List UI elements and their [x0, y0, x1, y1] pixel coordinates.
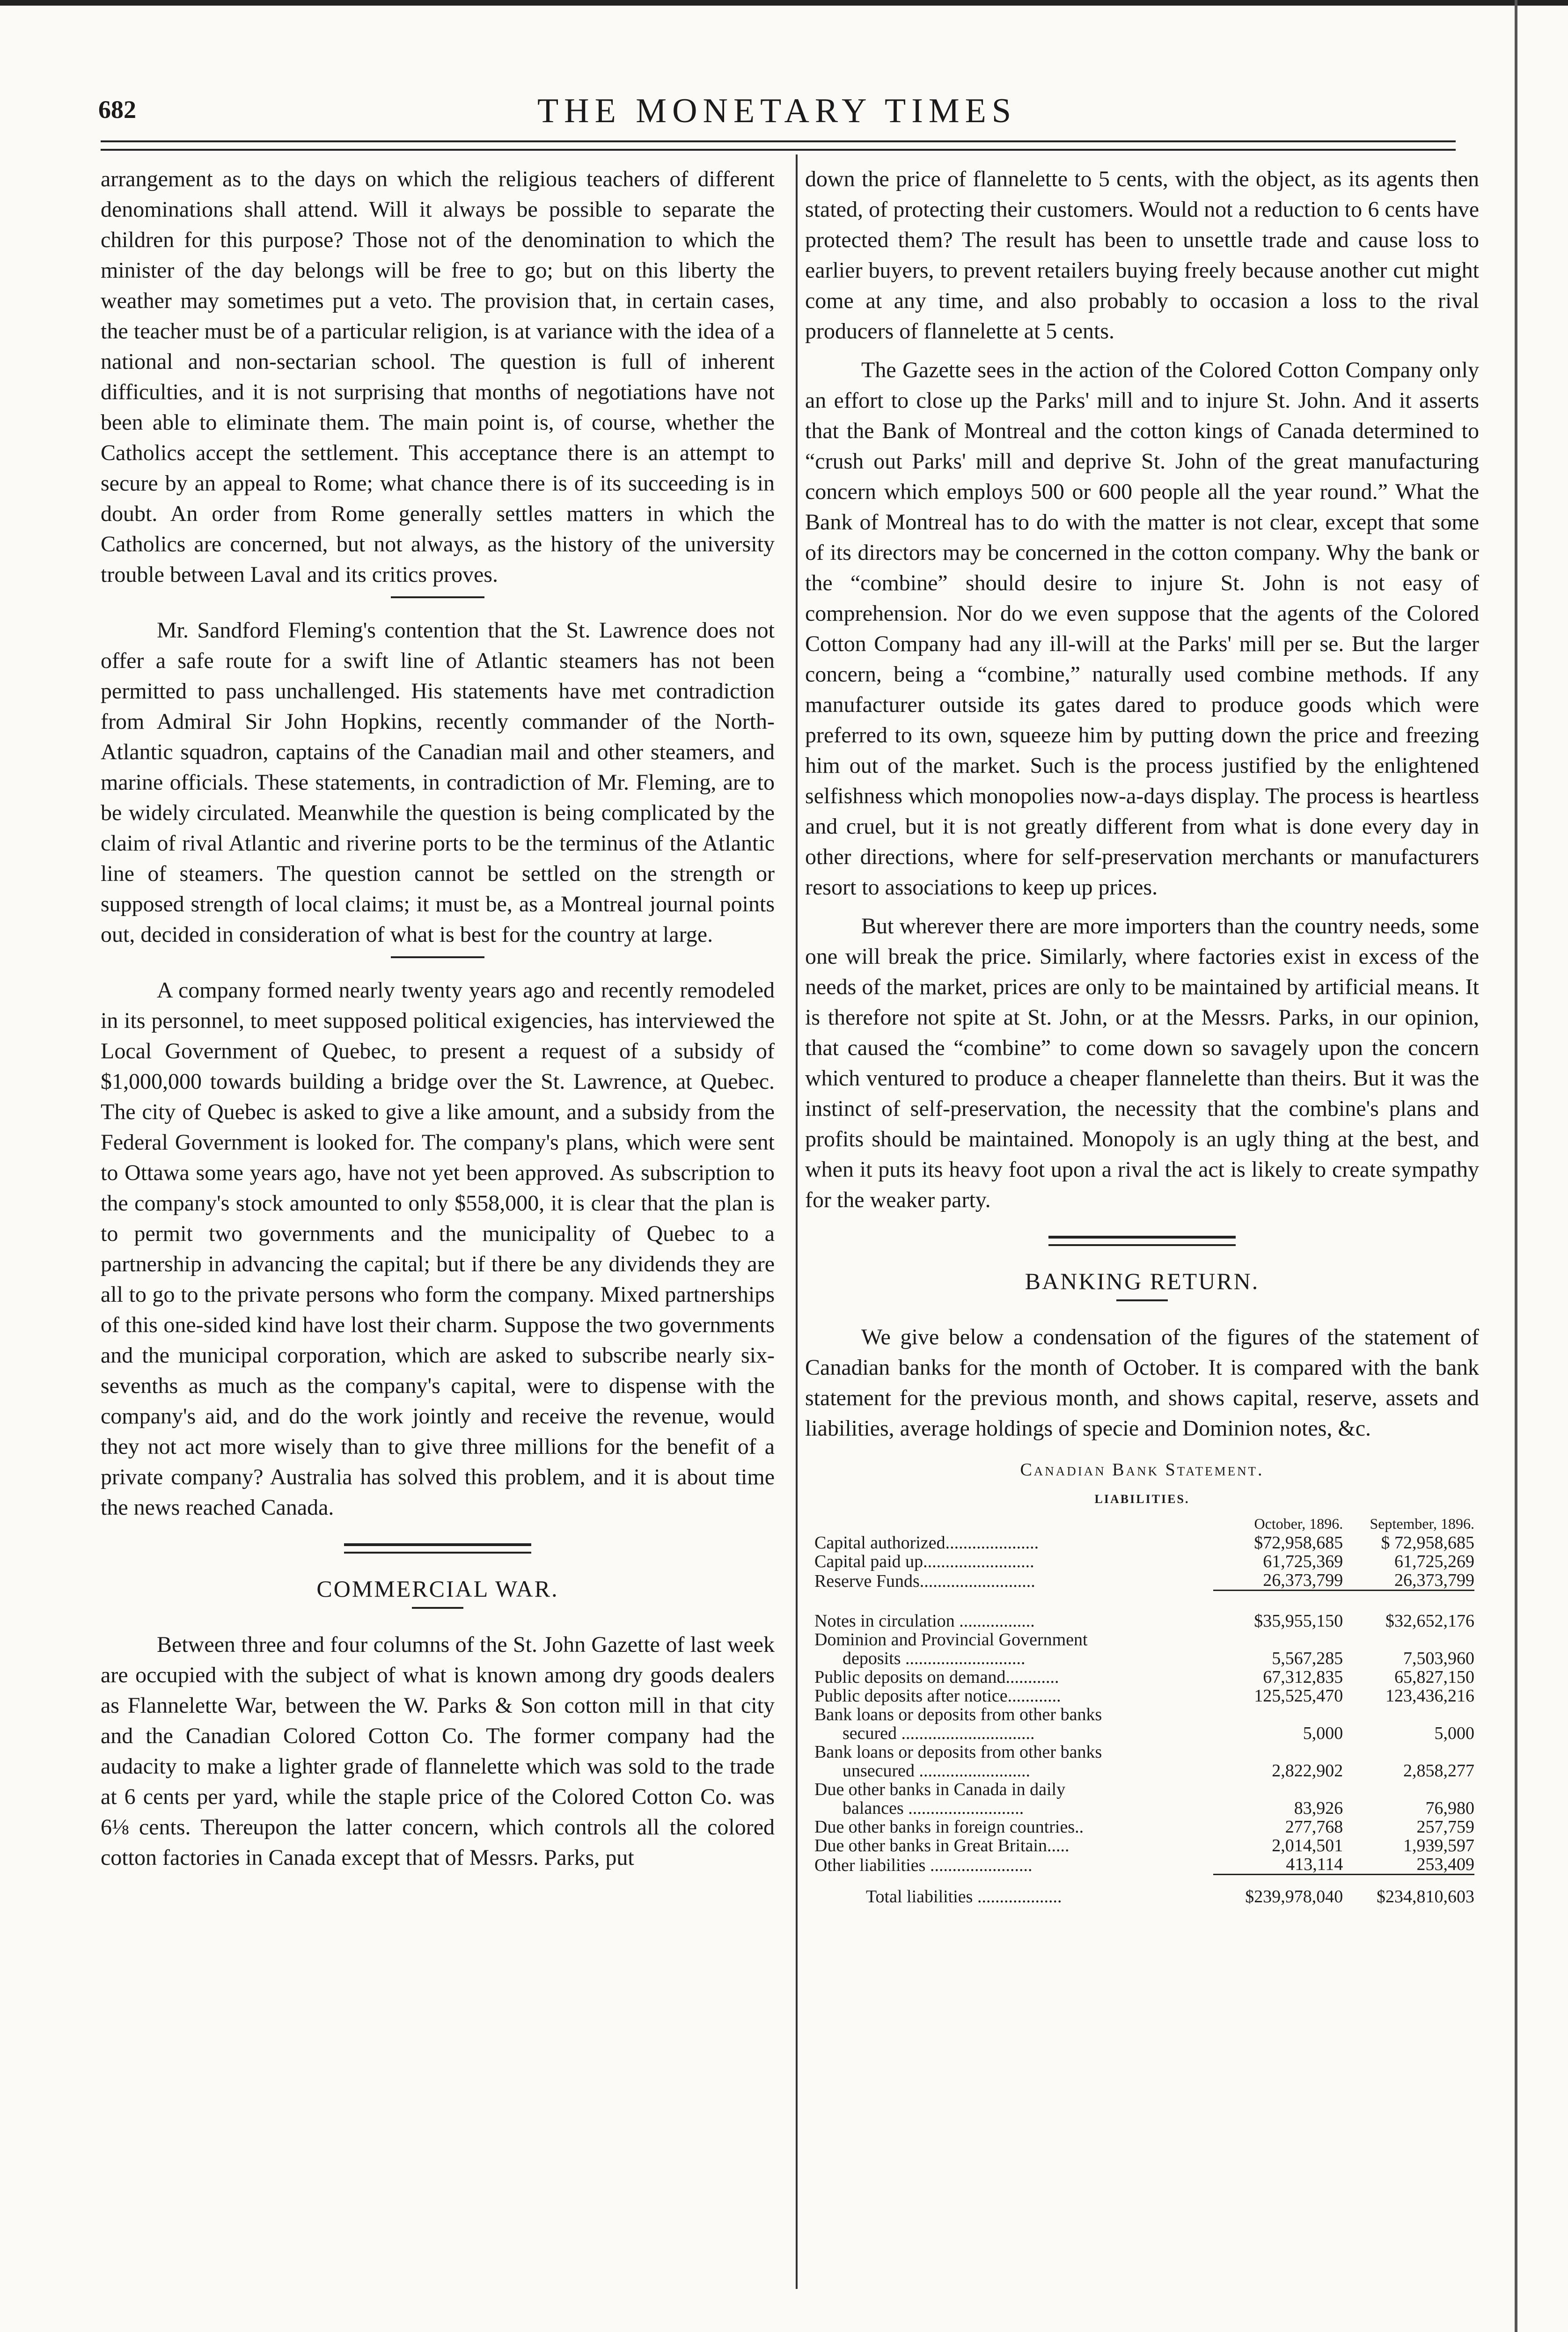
section-divider [1048, 1236, 1236, 1246]
bank-statement-table [814, 1514, 1474, 1906]
table-row: Bank loans or deposits from other banks [814, 1742, 1102, 1762]
right-column [805, 164, 1479, 1906]
header-rule [101, 140, 1456, 151]
table-row: balances .......................... 83,926 76,980 [843, 1798, 1474, 1818]
page-edge [1515, 0, 1517, 2332]
section-heading-banking-return: BANKING RETURN. [1025, 1268, 1260, 1294]
table-row: Due other banks in foreign countries.. 277,768 257,759 [814, 1817, 1474, 1837]
table-row: secured .............................. 5,000 5,000 [843, 1723, 1474, 1743]
masthead: THE MONETARY TIMES [537, 92, 1017, 130]
total-october: $239,978,040 [1213, 1875, 1353, 1907]
article-paragraph: down the price of flannelette to 5 cents, with the object, as its agents then stated, of protecting their customers. Would not a reduction to 6 cents have protected them? The result has been to unsettle trade and cause loss to earlier buyers, to prevent retailers buying freely because another cut might come at any time, and also probably to occasion a loss to the rival producers of flannelette at 5 cents. [805, 167, 1479, 344]
article-paragraph: The Gazette sees in the action of the Colored Cotton Company only an effort to close up the Parks' mill and to injure St. John. And it asserts that the Bank of Montreal and the cotton kings of Canada determined to “crush out Parks' mill and deprive St. John of the great manufacturing concern which employs 500 or 600 people all the year round.” What the Bank of Montreal has to do with the matter is not clear, except that some of its directors may be concerned in the cotton company. Why the bank or the “combine” should desire to injure St. John is not easy of comprehension. Nor do we even suppose that the agents of the Colored Cotton Company had any ill-will at the Parks' mill per se. But the larger concern, being a “combine,” naturally used combine methods. If any manufacturer outside its gates dared to produce goods which were preferred to its own, squeeze him by putting down the price and freezing him out of the market. Such is the process justified by the enlightened selfishness which monopolies now-a-days display. The process is heartless and cruel, but it is not greatly different from what is done every day in other directions, where for self-preservation merchants or manufacturers resort to associations to keep up prices. [805, 358, 1479, 900]
top-border [0, 0, 1568, 6]
divider [391, 956, 484, 958]
article-paragraph: A company formed nearly twenty years ago and recently remodeled in its personnel, to meet supposed political exigencies, has interviewed the Local Government of Quebec, to present a request of a subsidy of $1,000,000 towards building a bridge over the St. Lawrence, at Quebec. The city of Quebec is asked to give a like amount, and a subsidy from the Federal Government is looked for. The company's plans, which were sent to Ottawa some years ago, have not yet been approved. As subscription to the company's stock amounted to only $558,000, it is clear that the plan is to permit two governments and the municipality of Quebec to a partnership in advancing the capital; but if there be any dividends they are all to go to the private persons who form the company. Mixed partnerships of this one-sided kind have lost their charm. Suppose the two governments and the municipal corporation, which are asked to subscribe nearly six-sevenths as much as the company's capital, were to dispense with the company's aid, and do the work jointly and receive the revenue, would they not act more wisely than to give three millions for the benefit of a private company? Australia has solved this problem, and it is about time the news reached Canada. [101, 978, 775, 1520]
article-paragraph: arrangement as to the days on which the religious teachers of different denominations shall attend. Will it always be possible to separate the children for this purpose? Those not of the denomination to which the minister of the day belongs will be free to go; but on this liberty the weather may sometimes put a veto. The provision that, in certain cases, the teacher must be of a particular religion, is at variance with the idea of a national and non-sectarian school. The question is full of inherent difficulties, and it is not surprising that months of negotiations have not been able to eliminate them. The main point is, of course, whether the Catholics accept the settlement. This acceptance there is an attempt to secure by an appeal to Rome; what chance there is of its succeeding is in doubt. An order from Rome generally settles matters in which the Catholics are concerned, but not always, as the history of the university trouble between Laval and its critics proves. [101, 167, 775, 587]
article-paragraph: But wherever there are more importers than the country needs, some one will break the price. Similarly, where factories exist in excess of the needs of the market, prices are only to be maintained by artificial means. It is therefore not spite at St. John, or at the Messrs. Parks, in our opinion, that caused the “combine” to come down so savagely upon the concern which ventured to produce a cheaper flannelette than theirs. But it was the instinct of self-preservation, the necessity that the combine's plans and profits should be maintained. Monopoly is an ugly thing at the best, and when it puts its heavy foot upon a rival the act is likely to create sympathy for the weaker party. [805, 914, 1479, 1212]
table-row: Bank loans or deposits from other banks [814, 1705, 1102, 1724]
table-header-row [814, 1514, 1474, 1533]
table-row: Due other banks in Canada in daily [814, 1780, 1066, 1799]
table-row: Reserve Funds.......................... 26,373,799 26,373,799 [814, 1570, 1474, 1591]
total-september: $234,810,603 [1352, 1875, 1474, 1907]
table-row: Other liabilities ....................... 413,114 253,409 [814, 1855, 1474, 1875]
divider [412, 1607, 463, 1609]
statement-subtitle: LIABILITIES. [1094, 1492, 1190, 1506]
table-row: Capital paid up......................... 61,725,369 61,725,269 [814, 1552, 1474, 1571]
table-row: unsecured ......................... 2,822,902 2,858,277 [843, 1761, 1474, 1781]
section-heading-commercial-war: COMMERCIAL WAR. [316, 1576, 559, 1602]
article-paragraph: Mr. Sandford Fleming's contention that the St. Lawrence does not offer a safe route for a swift line of Atlantic steamers has not been permitted to pass unchallenged. His statements have met contradiction from Admiral Sir John Hopkins, recently commander of the North-Atlantic squadron, captains of the Canadian mail and other steamers, and marine officials. These statements, in contradiction of Mr. Fleming, are to be widely circulated. Meanwhile the question is being complicated by the claim of rival Atlantic and riverine ports to be the terminus of the Atlantic line of steamers. The question cannot be settled on the strength or supposed strength of local claims; it must be, as a Montreal journal points out, decided in consideration of what is best for the country at large. [101, 618, 775, 947]
left-column [101, 164, 775, 1873]
table-row: Notes in circulation ................. $35,955,150 $32,652,176 [814, 1611, 1474, 1631]
column-header-october: October, 1896. [1254, 1515, 1343, 1532]
divider [1116, 1299, 1168, 1301]
divider [391, 596, 484, 598]
table-row: Dominion and Provincial Government [814, 1630, 1088, 1650]
table-row: Due other banks in Great Britain..... 2,014,501 1,939,597 [814, 1836, 1474, 1855]
page-header [98, 91, 1456, 133]
spacer-row [814, 1591, 1474, 1612]
statement-title: Canadian Bank Statement. [1020, 1460, 1264, 1480]
total-label: Total liabilities ................... [866, 1887, 1062, 1907]
table-row: deposits ........................... 5,567,285 7,503,960 [843, 1649, 1474, 1668]
page-number: 682 [98, 95, 136, 124]
table-row: Public deposits after notice............ 125,525,470 123,436,216 [814, 1686, 1474, 1706]
table-row: Capital authorized..................... $72,958,685 $ 72,958,685 [814, 1533, 1474, 1553]
column-divider [796, 154, 798, 2289]
section-divider [344, 1543, 531, 1554]
banking-intro: We give below a condensation of the figures of the statement of Canadian banks for the month of October. It is compared with the bank statement for the previous month, and shows capital, reserve, assets and liabilities, average holdings of specie and Dominion notes, &c. [805, 1325, 1479, 1441]
total-row [814, 1875, 1474, 1907]
article-paragraph: Between three and four columns of the St. John Gazette of last week are occupied with the subject of what is known among dry goods dealers as Flannelette War, between the W. Parks & Son cotton mill in that city and the Canadian Colored Cotton Co. The former company had the audacity to make a lighter grade of flannelette which was sold to the trade at 6 cents per yard, while the staple price of the Colored Cotton Co. was 6⅛ cents. Thereupon the latter concern, which controls all the colored cotton factories in Canada except that of Messrs. Parks, put [101, 1632, 775, 1870]
column-header-september: September, 1896. [1370, 1515, 1474, 1532]
table-row: Public deposits on demand............ 67,312,835 65,827,150 [814, 1667, 1474, 1687]
